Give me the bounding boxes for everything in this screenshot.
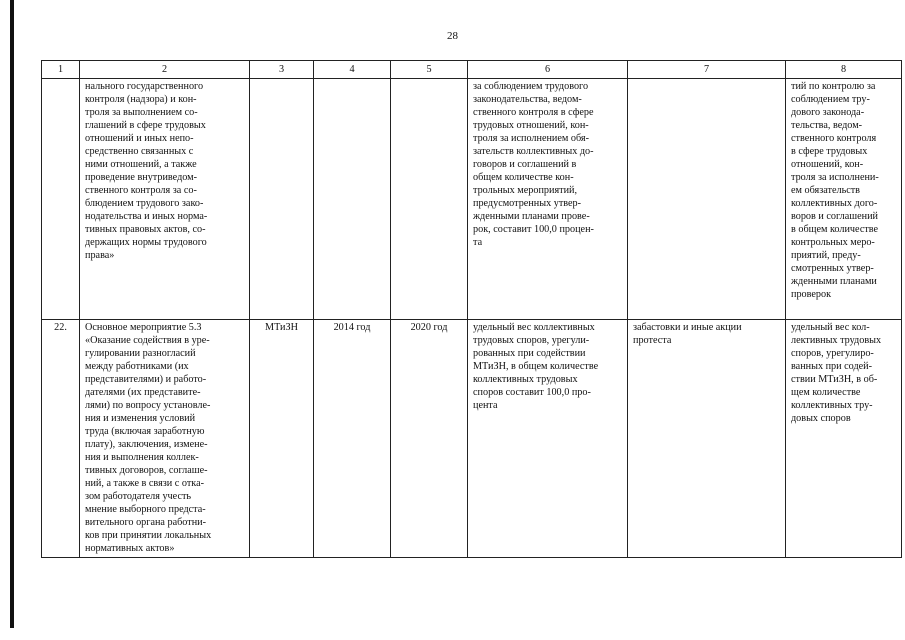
result-cell: удельный вес коллективных трудовых споров, урегули- рованных при содействии МТиЗН, в общем количестве коллективных трудовых споров составит 100,0 про- цента [468, 320, 628, 558]
end-year-cell: 2020 год [391, 320, 468, 558]
executor-cell: МТиЗН [250, 320, 314, 558]
header-col-7: 7 [628, 61, 786, 79]
activity-cell: нального государственного контроля (надзора) и кон- троля за выполнением со- глашений в сфере трудовых отношений и иных непо- средственно связанных с ними отношений, а также проведение внутриведом- ственного контроля за со- блюдением трудового зако- нодательства и иных норма- тивных правовых актов, со- держащих нормы трудового права» [80, 79, 250, 320]
row-number: 22. [42, 320, 80, 558]
page-margin-bar [10, 0, 14, 628]
header-col-6: 6 [468, 61, 628, 79]
indicator-cell: тий по контролю за соблюдением тру- дового законода- тельства, ведом- ственного контроля в сфере трудовых отношений, кон- троля за исполнени- ем обязательств коллективных дого- воров и соглашений в общем количестве контрольных меро- приятий, преду- смотренных утвер- жденными планами проверок [786, 79, 902, 320]
indicator-cell: удельный вес кол- лективных трудовых споров, урегулиро- ванных при содей- ствии МТиЗН, в об- щем количестве коллективных тру- довых споров [786, 320, 902, 558]
risk-cell: забастовки и иные акции протеста [628, 320, 786, 558]
header-col-5: 5 [391, 61, 468, 79]
table-row [42, 79, 902, 320]
end-year-cell [391, 79, 468, 320]
program-table [41, 60, 902, 558]
table-row [42, 320, 902, 558]
page-number: 28 [447, 30, 458, 42]
header-col-8: 8 [786, 61, 902, 79]
start-year-cell: 2014 год [314, 320, 391, 558]
header-col-1: 1 [42, 61, 80, 79]
executor-cell [250, 79, 314, 320]
header-col-4: 4 [314, 61, 391, 79]
risk-cell [628, 79, 786, 320]
header-col-2: 2 [80, 61, 250, 79]
header-row [42, 61, 902, 79]
row-number [42, 79, 80, 320]
start-year-cell [314, 79, 391, 320]
result-cell: за соблюдением трудового законодательства, ведом- ственного контроля в сфере трудовых отношений, кон- троля за исполнением обя- зательств коллективных до- говоров и соглашений в общем количестве кон- трольных мероприятий, предусмотренных утвер- жденными планами прове- рок, составит 100,0 процен- та [468, 79, 628, 320]
header-col-3: 3 [250, 61, 314, 79]
activity-cell: Основное мероприятие 5.3 «Оказание содействия в уре- гулировании разногласий между работниками (их представителями) и работо- дателями (их представите- лями) по вопросу установле- ния и изменения условий труда (включая заработную плату), заключения, измене- ния и выполнения коллек- тивных договоров, соглаше- ний, а также в связи с отка- зом работодателя учесть мнение выборного предста- вительного органа работни- ков при принятии локальных нормативных актов» [80, 320, 250, 558]
